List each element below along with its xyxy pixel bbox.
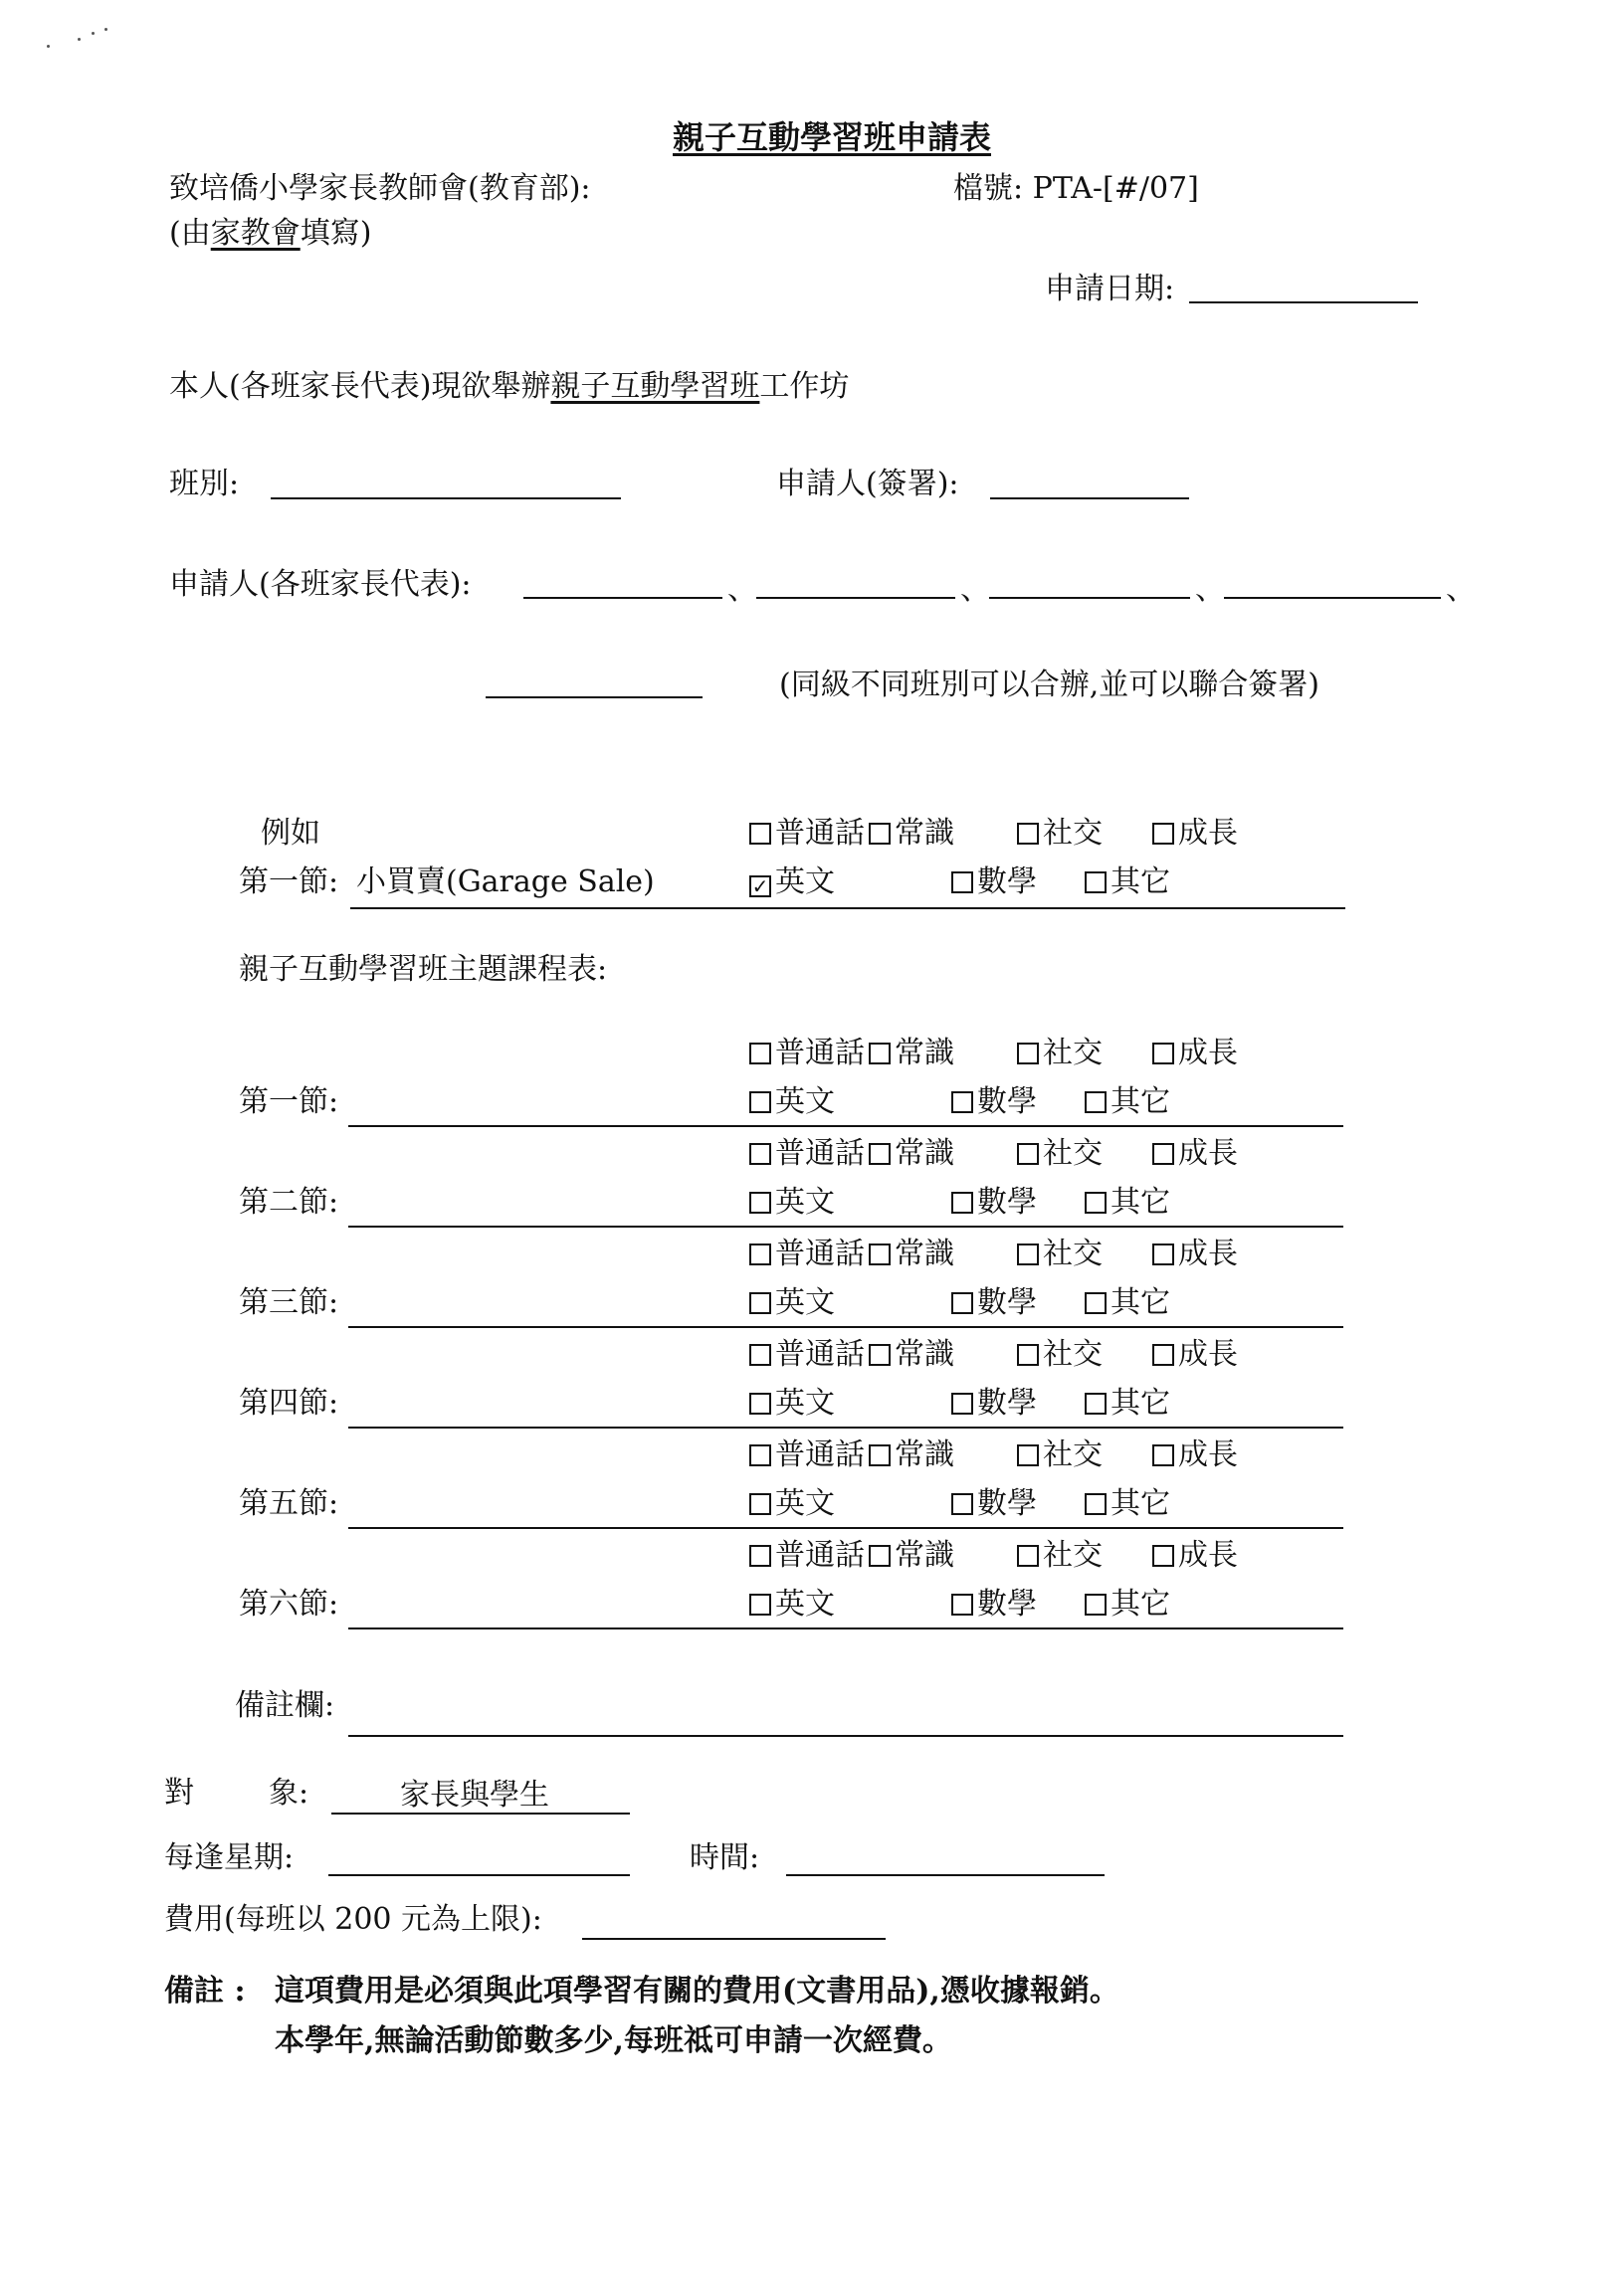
english-option-wrap	[749, 1587, 835, 1622]
checkbox[interactable]	[869, 1244, 891, 1265]
math-option-wrap	[951, 864, 1037, 899]
putonghua-option: 普通話	[775, 1237, 865, 1271]
checkbox[interactable]	[749, 823, 771, 845]
separator: 、	[1446, 572, 1476, 607]
english-option-wrap	[749, 1084, 835, 1119]
other-option: 其它	[1111, 1185, 1170, 1220]
class-label: 班別:	[169, 467, 240, 501]
putonghua-option: 普通話	[775, 1437, 865, 1472]
math-option-wrap	[951, 1084, 1037, 1119]
social-option-wrap	[1017, 1036, 1103, 1070]
scan-speck	[47, 45, 50, 48]
other-option: 其它	[1111, 1386, 1170, 1421]
social-option: 社交	[1043, 816, 1103, 851]
math-option-wrap	[951, 1185, 1037, 1220]
general-option: 常識	[895, 1237, 954, 1271]
fee-label: 費用(每班以 200 元為上限):	[164, 1902, 542, 1937]
english-option-wrap	[749, 864, 835, 899]
putonghua-option: 普通話	[775, 1538, 865, 1573]
separator: 、	[960, 572, 990, 607]
session-field[interactable]	[348, 1125, 1343, 1127]
session-label: 第三節:	[239, 1285, 339, 1320]
putonghua-option: 普通話	[775, 1036, 865, 1070]
target-underline	[331, 1813, 630, 1815]
checkbox[interactable]	[1017, 1043, 1039, 1064]
math-option: 數學	[977, 1486, 1037, 1521]
checkbox[interactable]	[749, 1043, 771, 1064]
intro-statement	[169, 369, 850, 404]
english-option: 英文	[775, 1587, 835, 1622]
intro-suffix: 工作坊	[759, 369, 850, 404]
recipient-line: 致培僑小學家長教師會(教育部):	[169, 171, 591, 206]
checkbox[interactable]	[1152, 1043, 1174, 1064]
checkbox[interactable]	[951, 1594, 973, 1616]
checkbox[interactable]	[1017, 1143, 1039, 1165]
checkbox[interactable]	[1152, 1444, 1174, 1466]
general-option: 常識	[895, 1036, 954, 1070]
other-option-wrap	[1085, 1486, 1170, 1521]
social-option-wrap	[1017, 1437, 1103, 1472]
other-option-wrap	[1085, 864, 1170, 899]
math-option: 數學	[977, 864, 1037, 899]
session-row1-left	[749, 1036, 954, 1070]
checkbox[interactable]	[1017, 1444, 1039, 1466]
social-option-wrap	[1017, 1337, 1103, 1372]
session-row1-left	[749, 1136, 954, 1171]
growth-option-wrap	[1152, 1337, 1238, 1372]
checkbox[interactable]	[1152, 1244, 1174, 1265]
social-option: 社交	[1043, 1237, 1103, 1271]
growth-option-wrap	[1152, 1437, 1238, 1472]
english-option: 英文	[775, 864, 835, 899]
remarks-label: 備註欄:	[235, 1688, 335, 1723]
other-option: 其它	[1111, 1285, 1170, 1320]
math-option-wrap	[951, 1486, 1037, 1521]
checkbox[interactable]	[749, 1091, 771, 1113]
time-field[interactable]	[786, 1874, 1105, 1876]
social-option: 社交	[1043, 1036, 1103, 1070]
form-title: 親子互動學習班申請表	[673, 118, 992, 156]
general-option: 常識	[895, 1337, 954, 1372]
social-option: 社交	[1043, 1136, 1103, 1171]
growth-option-wrap	[1152, 1538, 1238, 1573]
checkbox[interactable]	[1085, 1292, 1107, 1314]
target-label: 對	[164, 1776, 194, 1811]
growth-option-wrap	[1152, 1036, 1238, 1070]
other-option: 其它	[1111, 864, 1170, 899]
other-option-wrap	[1085, 1285, 1170, 1320]
note-line-2: 本學年,無論活動節數多少,每班祗可申請一次經費。	[275, 2023, 952, 2058]
fill-note-prefix: (由	[169, 216, 211, 251]
english-option-wrap	[749, 1285, 835, 1320]
fill-note-pta: 家教會	[210, 216, 301, 251]
other-option: 其它	[1111, 1486, 1170, 1521]
target-value: 家長與學生	[400, 1778, 549, 1813]
session-label: 第二節:	[239, 1185, 339, 1220]
scan-speck	[78, 38, 81, 41]
checkbox[interactable]	[1152, 1143, 1174, 1165]
other-option-wrap	[1085, 1587, 1170, 1622]
math-option: 數學	[977, 1386, 1037, 1421]
english-option-wrap	[749, 1386, 835, 1421]
weekday-field[interactable]	[328, 1874, 630, 1876]
class-field[interactable]	[271, 497, 621, 499]
remarks-field[interactable]	[348, 1735, 1343, 1737]
checkbox[interactable]	[951, 1091, 973, 1113]
checkbox[interactable]	[951, 1292, 973, 1314]
rep-field-3[interactable]	[989, 597, 1190, 599]
separator: 、	[727, 572, 757, 607]
schedule-heading: 親子互動學習班主題課程表:	[239, 952, 608, 987]
math-option: 數學	[977, 1285, 1037, 1320]
checkbox[interactable]	[1152, 823, 1174, 845]
session-field[interactable]	[348, 1527, 1343, 1529]
checkbox[interactable]	[1085, 1594, 1107, 1616]
fill-note	[169, 216, 372, 251]
checkbox[interactable]	[1017, 1344, 1039, 1366]
note-line-1: 這項費用是必須與此項學習有關的費用(文書用品),憑收據報銷。	[275, 1974, 1119, 2009]
social-option: 社交	[1043, 1437, 1103, 1472]
session-field[interactable]	[348, 1627, 1343, 1629]
session-field[interactable]	[348, 1326, 1343, 1328]
checkbox[interactable]	[749, 1192, 771, 1214]
english-option-wrap	[749, 1185, 835, 1220]
example-label: 例如	[261, 816, 320, 851]
checkbox[interactable]	[749, 1344, 771, 1366]
social-option-wrap	[1017, 1136, 1103, 1171]
social-option-wrap	[1017, 1538, 1103, 1573]
checkbox[interactable]	[749, 1143, 771, 1165]
english-option: 英文	[775, 1285, 835, 1320]
session-label: 第一節:	[239, 1084, 339, 1119]
math-option: 數學	[977, 1587, 1037, 1622]
fee-field[interactable]	[582, 1938, 886, 1940]
checkbox[interactable]	[1085, 1493, 1107, 1515]
math-option: 數學	[977, 1084, 1037, 1119]
social-option-wrap	[1017, 816, 1103, 851]
english-option-wrap	[749, 1486, 835, 1521]
intro-prefix: 本人(各班家長代表)現欲舉辦	[169, 369, 551, 404]
checkbox[interactable]	[749, 1292, 771, 1314]
other-option: 其它	[1111, 1084, 1170, 1119]
checkbox[interactable]	[749, 1244, 771, 1265]
checkbox[interactable]	[749, 1444, 771, 1466]
growth-option: 成長	[1178, 1136, 1238, 1171]
other-option-wrap	[1085, 1084, 1170, 1119]
checkbox[interactable]	[869, 1545, 891, 1567]
checkbox[interactable]	[869, 823, 891, 845]
session-label: 第四節:	[239, 1386, 339, 1421]
separator: 、	[1195, 572, 1225, 607]
other-option-wrap	[1085, 1185, 1170, 1220]
checkbox[interactable]	[1152, 1545, 1174, 1567]
note-label: 備註 :	[164, 1974, 246, 2009]
rep-field-2[interactable]	[756, 597, 955, 599]
general-option: 常識	[895, 1136, 954, 1171]
applicant-reps-label: 申請人(各班家長代表):	[169, 567, 472, 602]
growth-option-wrap	[1152, 816, 1238, 851]
checkbox[interactable]	[1017, 823, 1039, 845]
joint-note: (同級不同班別可以合辦,並可以聯合簽署)	[779, 668, 1319, 702]
rep-field-4[interactable]	[1224, 597, 1441, 599]
english-option: 英文	[775, 1486, 835, 1521]
apply-date-field[interactable]	[1189, 301, 1418, 303]
general-option: 常識	[895, 1538, 954, 1573]
social-option-wrap	[1017, 1237, 1103, 1271]
general-option: 常識	[895, 1437, 954, 1472]
growth-option: 成長	[1178, 1237, 1238, 1271]
english-option: 英文	[775, 1084, 835, 1119]
checkbox[interactable]	[951, 871, 973, 893]
session-row1-left	[749, 1437, 954, 1472]
checkbox[interactable]	[951, 1192, 973, 1214]
rep-field-5[interactable]	[486, 696, 703, 698]
scan-speck	[104, 28, 107, 31]
weekday-label: 每逢星期:	[164, 1840, 295, 1875]
checkbox[interactable]	[749, 1545, 771, 1567]
checkbox[interactable]	[1085, 1091, 1107, 1113]
putonghua-option: 普通話	[775, 816, 865, 851]
checkbox[interactable]	[1085, 871, 1107, 893]
checkbox[interactable]	[869, 1344, 891, 1366]
checkbox[interactable]	[869, 1143, 891, 1165]
checkbox[interactable]	[1152, 1344, 1174, 1366]
growth-option: 成長	[1178, 1337, 1238, 1372]
english-option: 英文	[775, 1185, 835, 1220]
social-option: 社交	[1043, 1337, 1103, 1372]
checkbox[interactable]	[869, 1444, 891, 1466]
session-field[interactable]	[348, 1226, 1343, 1228]
growth-option: 成長	[1178, 816, 1238, 851]
growth-option: 成長	[1178, 1538, 1238, 1573]
math-option-wrap	[951, 1285, 1037, 1320]
math-option: 數學	[977, 1185, 1037, 1220]
applicant-sign-label: 申請人(簽署):	[776, 467, 959, 501]
checkbox[interactable]	[951, 1393, 973, 1415]
file-number: 檔號: PTA-[#/07]	[953, 171, 1199, 206]
checkbox[interactable]	[749, 1493, 771, 1515]
checkbox[interactable]	[869, 1043, 891, 1064]
growth-option: 成長	[1178, 1437, 1238, 1472]
checkbox[interactable]	[749, 1393, 771, 1415]
putonghua-option: 普通話	[775, 1136, 865, 1171]
checkbox[interactable]	[749, 1594, 771, 1616]
session-label: 第五節:	[239, 1486, 339, 1521]
checkbox[interactable]	[1017, 1244, 1039, 1265]
example-underline	[350, 907, 1345, 909]
applicant-sign-field[interactable]	[990, 497, 1189, 499]
general-option: 常識	[895, 816, 954, 851]
math-option-wrap	[951, 1386, 1037, 1421]
fill-note-suffix: 填寫)	[300, 216, 372, 251]
growth-option: 成長	[1178, 1036, 1238, 1070]
growth-option-wrap	[1152, 1136, 1238, 1171]
checkbox[interactable]	[951, 1493, 973, 1515]
other-option-wrap	[1085, 1386, 1170, 1421]
session-row1-left	[749, 1337, 954, 1372]
social-option: 社交	[1043, 1538, 1103, 1573]
target-label-2: 象:	[269, 1776, 309, 1811]
other-option: 其它	[1111, 1587, 1170, 1622]
session-label: 第六節:	[239, 1587, 339, 1622]
putonghua-option: 普通話	[775, 1337, 865, 1372]
time-label: 時間:	[690, 1840, 760, 1875]
session-field[interactable]	[348, 1427, 1343, 1429]
rep-field-1[interactable]	[523, 597, 722, 599]
english-option: 英文	[775, 1386, 835, 1421]
checkbox[interactable]	[1085, 1393, 1107, 1415]
apply-date-label: 申請日期:	[1045, 272, 1175, 306]
checkbox[interactable]	[1085, 1192, 1107, 1214]
session-row1-left	[749, 1538, 954, 1573]
scan-speck	[92, 32, 95, 35]
example-session-label: 第一節:	[239, 864, 339, 899]
checkbox[interactable]	[1017, 1545, 1039, 1567]
intro-course-name: 親子互動學習班	[550, 369, 760, 404]
example-session-value: 小買賣(Garage Sale)	[356, 864, 655, 899]
session-row1-left	[749, 1237, 954, 1271]
math-option-wrap	[951, 1587, 1037, 1622]
checked-checkbox[interactable]: ✓	[749, 875, 771, 897]
example-row-1	[749, 816, 954, 851]
growth-option-wrap	[1152, 1237, 1238, 1271]
